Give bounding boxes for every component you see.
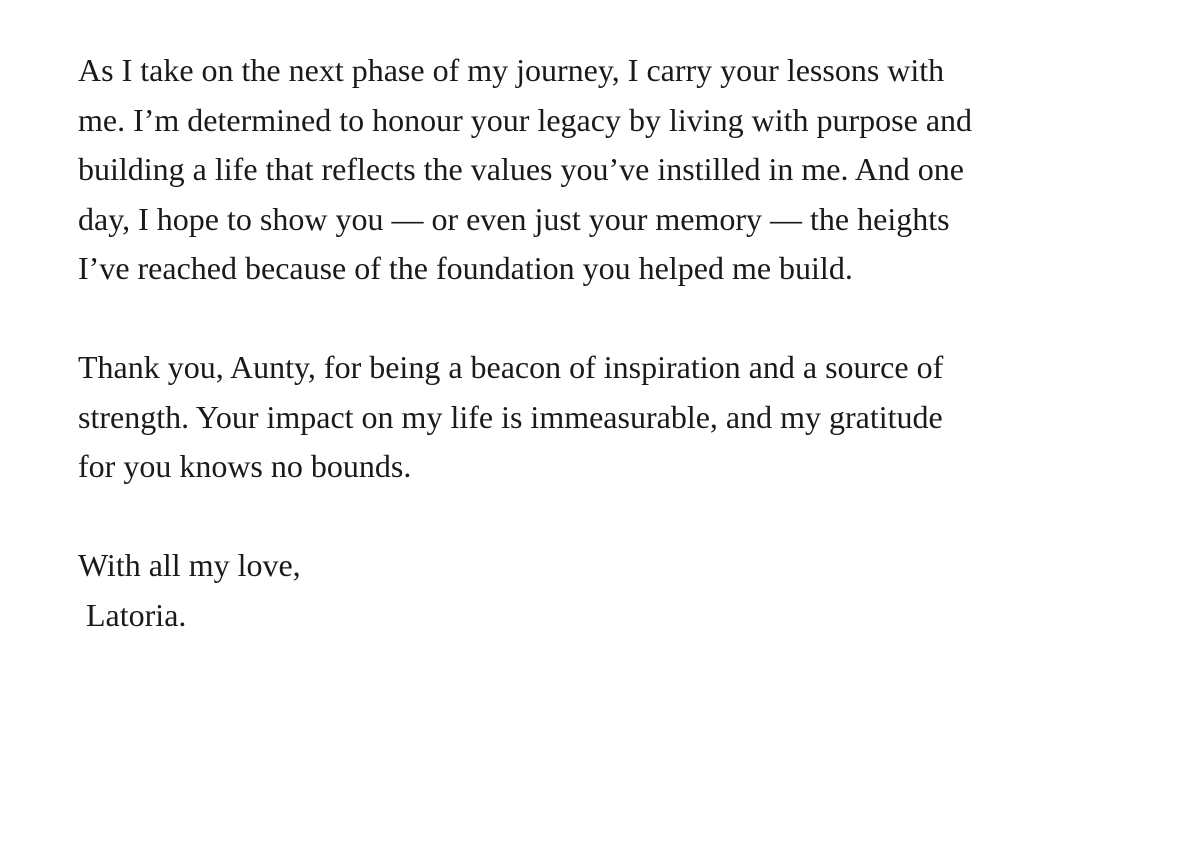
text-line: As I take on the next phase of my journey, I carry your lessons with	[78, 52, 945, 88]
paragraph-journey	[78, 46, 1138, 294]
text-line: building a life that reflects the values you’ve instilled in me. And one	[78, 151, 964, 187]
text-line: strength. Your impact on my life is immeasurable, and my gratitude	[78, 398, 943, 435]
signature-name: Latoria.	[78, 596, 187, 633]
text-line: Thank you, Aunty, for being a beacon of inspiration and a source of	[78, 349, 944, 385]
paragraph-thanks	[78, 343, 1138, 492]
text-line: I’ve reached because of the foundation you helped me build.	[78, 250, 853, 286]
text-line: for you knows no bounds.	[78, 448, 412, 484]
text-line: me. I’m determined to honour your legacy by living with purpose and	[78, 101, 973, 138]
letter-body	[78, 46, 1138, 640]
text-line: day, I hope to show you — or even just your memory — the heights	[78, 200, 950, 237]
salutation: With all my love,	[78, 547, 301, 583]
letter-closing	[78, 541, 1138, 640]
